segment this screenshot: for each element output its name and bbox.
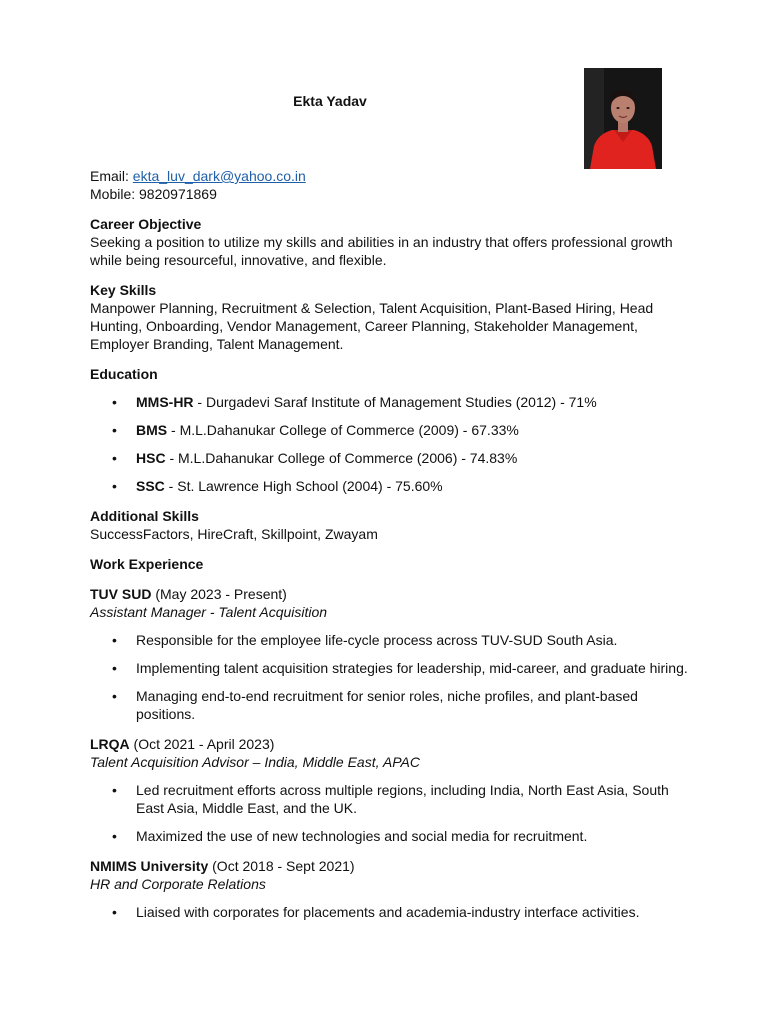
additional-skills-heading: Additional Skills <box>90 508 199 524</box>
degree-detail: - M.L.Dahanukar College of Commerce (2009) - 67.33% <box>167 422 519 438</box>
company-name: TUV SUD <box>90 586 152 602</box>
key-skills-heading: Key Skills <box>90 282 157 298</box>
education-item <box>90 393 690 411</box>
email-line <box>90 167 690 185</box>
job-period: (Oct 2018 - Sept 2021) <box>208 858 355 874</box>
candidate-name: Ekta Yadav <box>293 93 367 109</box>
degree-name: SSC <box>136 478 165 494</box>
job-bullet: • Maximized the use of new technologies and social media for recruitment. <box>90 827 690 845</box>
job-bullet: • Liaised with corporates for placements and academia-industry interface activities. <box>90 903 690 921</box>
education-heading: Education <box>90 366 158 382</box>
career-objective-text: Seeking a position to utilize my skills and abilities in an industry that offers professional growth while being resourceful, innovative, and flexible. <box>90 234 673 268</box>
email-link[interactable]: ekta_luv_dark@yahoo.co.in <box>132 168 306 184</box>
company-name: NMIMS University <box>90 858 209 874</box>
job-period: (Oct 2021 - April 2023) <box>129 736 275 752</box>
education-list <box>90 393 690 495</box>
additional-skills-text: SuccessFactors, HireCraft, Skillpoint, Zwayam <box>90 526 378 542</box>
job-bullet: • Responsible for the employee life-cycle process across TUV-SUD South Asia. <box>90 631 690 649</box>
degree-name: HSC <box>136 450 166 466</box>
job-role: Assistant Manager - Talent Acquisition <box>90 604 328 620</box>
email-label: Email: <box>90 168 133 184</box>
job-period: (May 2023 - Present) <box>151 586 287 602</box>
degree-detail: - St. Lawrence High School (2004) - 75.60% <box>164 478 443 494</box>
job-role: Talent Acquisition Advisor – India, Middle East, APAC <box>90 754 420 770</box>
career-objective-heading: Career Objective <box>90 216 202 232</box>
job-lrqa <box>90 735 690 771</box>
job-nmims <box>90 857 690 893</box>
key-skills-text: Manpower Planning, Recruitment & Selection, Talent Acquisition, Plant-Based Hiring, Head Hunting, Onboarding, Vendor Management, Career Planning, Stakeholder Management, Employer Branding, Talent Management. <box>90 300 654 352</box>
job-tuv-sud <box>90 585 690 621</box>
profile-photo <box>584 68 662 169</box>
job-bullet: • Managing end-to-end recruitment for senior roles, niche profiles, and plant-based positions. <box>90 687 690 723</box>
job-bullet: • Led recruitment efforts across multiple regions, including India, North East Asia, South East Asia, Middle East, and the UK. <box>90 781 690 817</box>
job-bullets <box>90 903 690 921</box>
education-item <box>90 421 690 439</box>
resume-body <box>90 167 690 921</box>
education-item <box>90 449 690 467</box>
mobile-line: Mobile: 9820971869 <box>90 186 217 202</box>
company-name: LRQA <box>90 736 130 752</box>
degree-detail: - M.L.Dahanukar College of Commerce (2006) - 74.83% <box>165 450 518 466</box>
job-bullets <box>90 781 690 845</box>
job-bullet: • Implementing talent acquisition strategies for leadership, mid-career, and graduate hiring. <box>90 659 690 677</box>
job-role: HR and Corporate Relations <box>90 876 266 892</box>
degree-detail: - Durgadevi Saraf Institute of Management Studies (2012) - 71% <box>193 394 597 410</box>
work-experience-heading: Work Experience <box>90 556 204 572</box>
education-item <box>90 477 690 495</box>
degree-name: MMS-HR <box>136 394 194 410</box>
job-bullets <box>90 631 690 723</box>
degree-name: BMS <box>136 422 168 438</box>
